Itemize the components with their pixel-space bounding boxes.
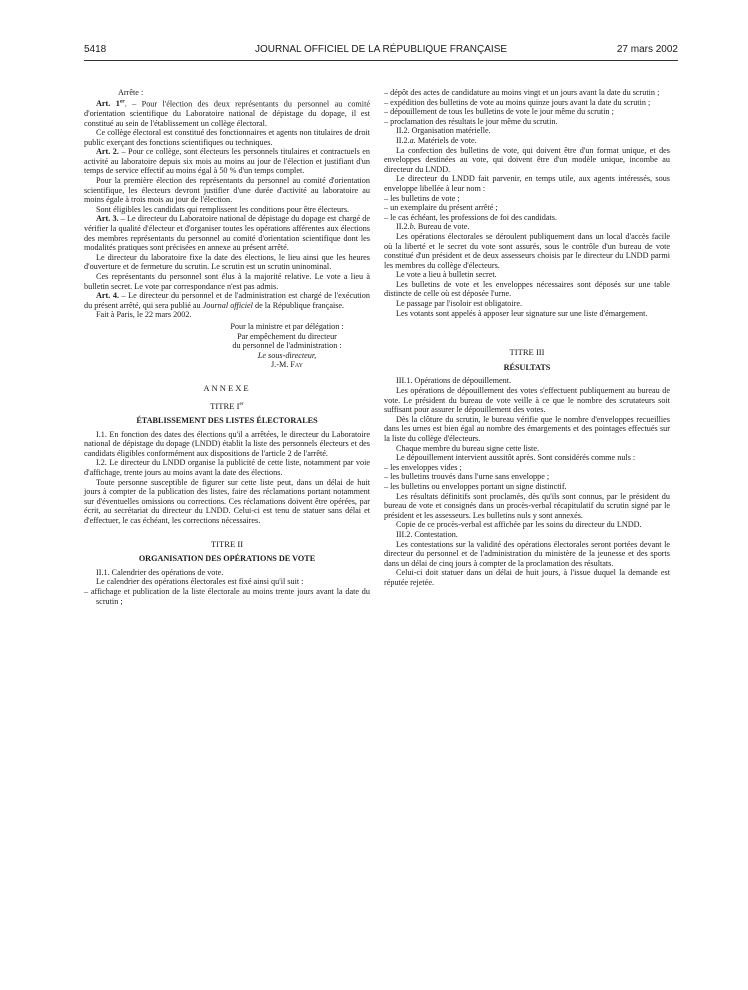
paragraph-operations-depouillement: Les opérations de dépouillement des votes s'effectuent publiquement au bureau de vote. Le président du bureau de vote veille à ce que le nombre des scrutateurs soit suffisant pour assurer le dépouillement des votes.	[384, 386, 670, 415]
list-item-proclamation: – proclamation des résultats le jour même du scrutin.	[384, 116, 558, 126]
signature-block	[84, 322, 370, 370]
titre-2: TITRE II	[210, 538, 244, 549]
paragraph-college: Ce collège électoral est constitué des fonctionnaires et agents non titulaires de droit public exerçant des fonctions scientifiques ou techniques.	[84, 128, 370, 147]
paragraph-3-1: III.1. Opérations de dépouillement.	[396, 376, 512, 386]
paragraph-eligibles: Sont éligibles les candidats qui remplissent les conditions pour être électeurs.	[96, 204, 350, 214]
paragraph-celui-ci: Celui-ci doit statuer dans un délai de huit jours, à l'issue duquel la demande est réputée rejetée.	[384, 568, 670, 587]
paragraph-operations-electorales: Les opérations électorales se déroulent publiquement dans un local d'accès facile où la liberté et le secret du vote sont assurés, sous le contrôle d'un bureau de vote constitué d'un président et de deux assesseurs choisis par le directeur du LNDD parmi les membres du collège d'électeurs.	[384, 231, 670, 270]
left-column	[84, 88, 370, 606]
paragraph-fait-parvenir: Le directeur du LNDD fait parvenir, en temps utile, aux agents intéressés, sous enveloppe libellée à leur nom :	[384, 174, 670, 193]
article-2: Art. 2. – Pour ce collège, sont électeurs les personnels titulaires et contractuels en activité au laboratoire depuis six mois au moins au jour de l'élection et justifiant d'un temps de service effectif au moins égal à 50 % d'un temps complet.	[84, 147, 370, 176]
article-4: Art. 4. – Le directeur du personnel et de l'administration est chargé de l'exécution du présent arrêté, qui sera publié au Journal officiel de la République française.	[84, 291, 370, 310]
paragraph-directeur: Le directeur du laboratoire fixe la date des élections, le lieu ainsi que les heures d'ouverture et de fermeture du scrutin. Le scrutin est un scrutin uninominal.	[84, 252, 370, 272]
article-1: Art. 1er. – Pour l'élection des deux représentants du personnel au comité d'orientation scientifique du Laboratoire national de dépistage du dopage, il est constitué au sein de l'établissement un collège électoral.	[84, 98, 370, 128]
signature-line-3: du personnel de l'administration :	[232, 341, 342, 351]
list-item-expedition: – expédition des bulletins de vote au moins quinze jours avant la date du scrutin ;	[384, 97, 651, 107]
list-item-bulletins-sans-enveloppe: – les bulletins trouvés dans l'urne sans enveloppe ;	[384, 472, 550, 482]
paragraph-premiere-election: Pour la première élection des représentants du personnel au comité d'orientation scientifique, les électeurs devront justifier d'une durée d'activité au laboratoire au moins égale à trois mois au jour de l'élection.	[84, 176, 370, 205]
list-item-exemplaire: – un exemplaire du présent arrêté ;	[384, 203, 498, 213]
paragraph-resultats: Les résultats définitifs sont proclamés, dès qu'ils sont connus, par le président du bureau de vote et consignés dans un procès-verbal récapitulatif du scrutin signé par le président et les assesseurs. Les bulletins nuls y sont annexés.	[384, 491, 670, 520]
list-item-signe-distinctif: – les bulletins ou enveloppes portant un signe distinctif.	[384, 481, 567, 491]
titre-1-heading: ÉTABLISSEMENT DES LISTES ÉLECTORALES	[136, 416, 318, 425]
journal-title: JOURNAL OFFICIEL DE LA RÉPUBLIQUE FRANÇAISE	[254, 44, 508, 55]
list-item-affichage: – affichage et publication de la liste électorale au moins trente jours avant la date du scrutin ;	[84, 586, 370, 606]
list-item-cas-echeant: – le cas échéant, les professions de foi des candidats.	[384, 212, 558, 222]
titre-3: TITRE III	[509, 347, 545, 358]
annexe-heading: ANNEXE	[203, 382, 251, 393]
paragraph-2-1: II.1. Calendrier des opérations de vote.	[96, 567, 224, 577]
titre-3-heading: RÉSULTATS	[503, 362, 551, 372]
paragraph-toute-personne: Toute personne susceptible de figurer sur cette liste peut, dans un délai de huit jours à compter de la publication des listes, faire des réclamations portant notamment sur d'éventuelles omissions ou corrections. Ces réclamations doivent être opérées, par écrit, au secrétariat du directeur du LNDD. Celui-ci est tenu de statuer sans délai et d'effectuer, le cas échéant, les corrections nécessaires.	[84, 477, 370, 525]
paragraph-confection: La confection des bulletins de vote, qui doivent être d'un format unique, et des enveloppes destinées au vote, qui doivent être d'un modèle unique, incombe au directeur du LNDD.	[384, 145, 670, 174]
paragraph-vote-lieu: Le vote a lieu à bulletin secret.	[396, 270, 497, 280]
paragraph-2-2b: II.2.b. Bureau de vote.	[396, 222, 470, 232]
page-header	[84, 44, 678, 58]
paragraph-2-2: II.2. Organisation matérielle.	[396, 126, 491, 136]
titre-1: TITRE Ier	[210, 400, 244, 411]
paragraph-representants: Ces représentants du personnel sont élus à la majorité relative. Le vote a lieu à bulletin secret. Le vote par correspondance n'est pas admis.	[84, 272, 370, 291]
paragraph-1-1: I.1. En fonction des dates des élections qu'il a arrêtées, le directeur du Laboratoire national de dépistage du dopage (LNDD) établit la liste des personnels électeurs et des candidats éligibles conformément aux dispositions de l'article 2 de l'arrêté.	[84, 429, 370, 458]
list-item-bulletins: – les bulletins de vote ;	[384, 193, 460, 203]
paragraph-bulletins-enveloppes: Les bulletins de vote et les enveloppes nécessaires sont déposés sur une table distincte de celle où est déposée l'urne.	[384, 279, 670, 299]
list-item-depouillement: – dépouillement de tous les bulletins de vote le jour même du scrutin ;	[384, 107, 614, 117]
list-item-enveloppes-vides: – les enveloppes vides ;	[384, 462, 462, 472]
paragraph-calendrier: Le calendrier des opérations électorales est fixé ainsi qu'il suit :	[96, 577, 304, 587]
arrete-text: Arrête :	[118, 88, 144, 97]
signature-line-2: Par empêchement du directeur	[237, 331, 337, 341]
paragraph-depouillement: Le dépouillement intervient aussitôt après. Sont considérés comme nuls :	[396, 453, 636, 463]
titre-2-heading: ORGANISATION DES OPÉRATIONS DE VOTE	[138, 554, 316, 564]
paragraph-votants: Les votants sont appelés à apposer leur signature sur une liste d'émargement.	[396, 308, 648, 318]
paragraph-copie: Copie de ce procès-verbal est affichée par les soins du directeur du LNDD.	[396, 520, 642, 530]
header-rule	[84, 60, 678, 61]
signature-line-1: Pour la ministre et par délégation :	[230, 321, 344, 331]
signatory-name: J.-M. Fay	[270, 360, 303, 370]
article-3: Art. 3. – Le directeur du Laboratoire national de dépistage du dopage est chargé de vérifier la qualité d'électeur et d'organiser toutes les opérations afférentes aux élections des membres représentants du personnel au comité d'orientation scientifique dont les modalités pratiques sont précisées en annexe au présent arrêté.	[84, 214, 370, 253]
paragraph-2-2a: II.2.a. Matériels de vote.	[396, 135, 477, 145]
paragraph-isoloir: Le passage par l'isoloir est obligatoire.	[396, 299, 523, 309]
paragraph-chaque-membre: Chaque membre du bureau signe cette liste.	[396, 443, 540, 453]
paragraph-contestations: Les contestations sur la validité des opérations électorales seront portées devant le directeur du personnel et de l'administration du ministère de la jeunesse et des sports dans un délai de cinq jours à compter de la proclamation des résultats.	[384, 539, 670, 568]
fait-a-paris: Fait à Paris, le 22 mars 2002.	[96, 310, 192, 320]
page-number: 5418	[84, 44, 107, 55]
paragraph-1-2: I.2. Le directeur du LNDD organise la publicité de cette liste, notamment par voie d'affichage, trente jours au moins avant la date des élections.	[84, 458, 370, 477]
signature-line-4: Le sous-directeur,	[257, 350, 317, 360]
list-item-depot: – dépôt des actes de candidature au moins vingt et un jours avant la date du scrutin ;	[384, 88, 660, 97]
paragraph-3-2: III.2. Contestation.	[396, 529, 458, 539]
paragraph-cloture: Dès la clôture du scrutin, le bureau vérifie que le nombre d'enveloppes recueillies dans les urnes est bien égal au nombre des émargements et des pointages effectués sur la liste du collège d'électeurs.	[384, 414, 670, 443]
right-column	[384, 88, 670, 588]
issue-date: 27 mars 2002	[616, 44, 678, 55]
